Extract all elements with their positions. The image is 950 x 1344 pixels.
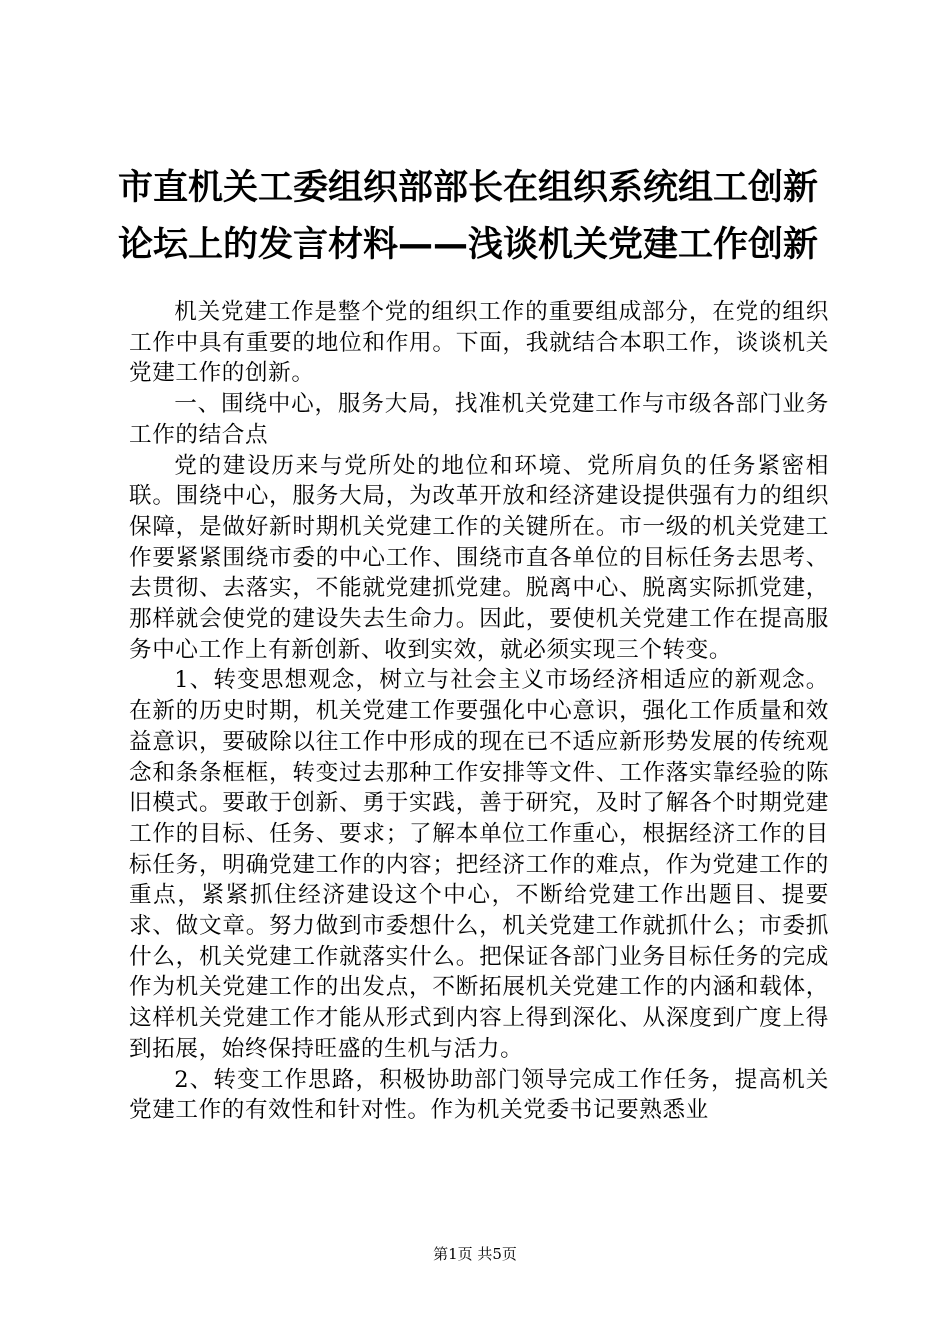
paragraph-intro: 机关党建工作是整个党的组织工作的重要组成部分，在党的组织工作中具有重要的地位和作用。下面，我就结合本职工作，谈谈机关党建工作的创新。	[129, 299, 829, 387]
document-title	[118, 160, 832, 274]
paragraph-point-1: 1、转变思想观念，树立与社会主义市场经济相适应的新观念。在新的历史时期，机关党建工作要强化中心意识，强化工作质量和效益意识，要破除以往工作中形成的现在已不适应新形势发展的传统观念和条条框框，转变过去那种工作安排等文件、工作落实靠经验的陈旧模式。要敢于创新、勇于实践，善于研究，及时了解各个时期党建工作的目标、任务、要求；了解本单位工作重心，根据经济工作的目标任务，明确党建工作的内容；把经济工作的难点，作为党建工作的重点，紧紧抓住经济建设这个中心，不断给党建工作出题目、提要求、做文章。努力做到市委想什么，机关党建工作就抓什么；市委抓什么，机关党建工作就落实什么。把保证各部门业务目标任务的完成作为机关党建工作的出发点，不断拓展机关党建工作的内涵和载体，这样机关党建工作才能从形式到内容上得到深化、从深度到广度上得到拓展，始终保持旺盛的生机与活力。	[129, 667, 829, 1062]
page-footer: 第1页 共5页	[433, 1245, 517, 1263]
paragraph-party-building: 党的建设历来与党所处的地位和环境、党所肩负的任务紧密相联。围绕中心，服务大局，为改革开放和经济建设提供强有力的组织保障，是做好新时期机关党建工作的关键所在。市一级的机关党建工作要紧紧围绕市委的中心工作、围绕市直各单位的目标任务去思考、去贯彻、去落实，不能就党建抓党建。脱离中心、脱离实际抓党建，那样就会使党的建设失去生命力。因此，要使机关党建工作在提高服务中心工作上有新创新、收到实效，就必须实现三个转变。	[129, 452, 829, 663]
paragraph-point-2: 2、转变工作思路，积极协助部门领导完成工作任务，提高机关党建工作的有效性和针对性。作为机关党委书记要熟悉业	[129, 1066, 829, 1124]
title-line-1: 市直机关工委组织部部长在组织系统组工创新	[118, 168, 819, 208]
document-body	[129, 297, 829, 1126]
title-line-2: 论坛上的发言材料——浅谈机关党建工作创新	[118, 225, 819, 265]
section-heading-1: 一、围绕中心，服务大局，找准机关党建工作与市级各部门业务工作的结合点	[129, 391, 829, 448]
